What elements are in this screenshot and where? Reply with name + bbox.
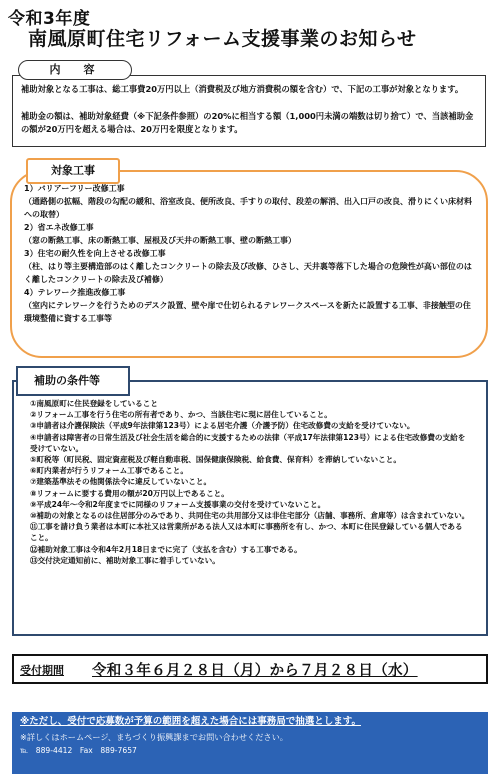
condition-item: ⑦建築基準法その他関係法令に違反していないこと。: [30, 477, 212, 487]
notice-inquiry: ※詳しくはホームページ、まちづくり振興課までお問い合わせください。: [20, 732, 288, 742]
condition-item: ①南風原町に住民登録をしていること: [30, 399, 158, 408]
notice-box: [12, 712, 488, 774]
target-item-heading: 2）省エネ改修工事: [24, 223, 94, 232]
notice-contact: ℡ 889-4412 Fax 889-7657: [20, 746, 137, 755]
condition-item: ⑤町税等（町民税、固定資産税及び軽自動車税、国保健康保険税、給食費、保育料）を滞納していないこと。: [30, 455, 401, 465]
target-item-detail: （窓の断熱工事、床の断熱工事、屋根及び天井の断熱工事、壁の断熱工事）: [24, 236, 296, 245]
condition-item: ④申請者は障害者の日常生活及び社会生活を総合的に支援するための法律（平成17年法律第123号）による住宅改修費の支給を受けていない。: [30, 432, 466, 453]
condition-item: ⑫補助対象工事は令和4年2月18日までに完了（支払を含む）する工事である。: [30, 544, 302, 554]
conditions-list: [30, 398, 470, 566]
condition-item: ⑥町内業者が行うリフォーム工事であること。: [30, 466, 188, 476]
reception-label: 受付期間: [20, 664, 64, 677]
condition-item: ⑩補助の対象となるのは住居部分のみであり、共同住宅の共用部分又は非住宅部分（店舗、事務所、倉庫等）は含まれていない。: [30, 511, 470, 521]
target-item-detail: （通路側の拡幅、階段の勾配の緩和、浴室改良、便所改良、手すりの取付、段差の解消、出入口戸の改良、滑りにくい床材料への取替）: [24, 197, 472, 219]
page-title: 南風原町住宅リフォーム支援事業のお知らせ: [28, 28, 417, 50]
condition-item: ②リフォーム工事を行う住宅の所有者であり、かつ、当該住宅に現に居住していること。: [30, 410, 332, 420]
content-box: [12, 75, 486, 147]
notice-lottery: ※ただし、受付で応募数が予算の範囲を超えた場合には事務局で抽選とします。: [20, 716, 361, 727]
target-item-heading: 1）バリアーフリー改修工事: [24, 184, 125, 193]
target-list: [24, 182, 474, 325]
condition-item: ⑬交付決定通知前に、補助対象工事に着手していない。: [30, 555, 220, 565]
content-label: 内 容: [18, 60, 132, 80]
reception-period-box: [12, 654, 488, 684]
target-item-detail: （室内にテレワークを行うためのデスク設置、壁や扉で仕切られるテレワークスペースを新たに設置する工事、非接触型の住環境整備に資する工事等: [24, 301, 471, 323]
reception-dates: 令和３年６月２８日（月）から７月２８日（水）: [92, 663, 418, 679]
target-item-detail: （柱、はり等主要構造部のはく離したコンクリートの除去及び改修、ひさし、天井裏等落下した場合の危険性が高い部位のはく離したコンクリートの除去及び補修）: [24, 262, 472, 284]
content-paragraph-2: 補助金の額は、補助対象経費（※下記条件参照）の20%に相当する額（1,000円未満の端数は切り捨て）で、当該補助金の額が20万円を超える場合は、20万円を限度となります。: [21, 111, 474, 134]
conditions-label: 補助の条件等: [16, 366, 130, 396]
condition-item: ⑪工事を請け負う業者は本町に本社又は営業所がある法人又は本町に事務所を有し、かつ、本町に住民登録している個人であること。: [30, 522, 463, 543]
title-line1: 令和3年度: [8, 9, 91, 29]
condition-item: ⑧リフォームに要する費用の額が20万円以上であること。: [30, 488, 229, 498]
condition-item: ⑨平成24年～令和2年度までに同様のリフォーム支援事業の交付を受けていないこと。: [30, 499, 326, 509]
target-item-heading: 4）テレワーク推進改修工事: [24, 288, 126, 297]
content-paragraph-1: 補助対象となる工事は、総工事費20万円以上（消費税及び地方消費税の額を含む）で、下記の工事が対象となります。: [21, 84, 464, 94]
target-item-heading: 3）住宅の耐久性を向上させる改修工事: [24, 249, 166, 258]
condition-item: ③申請者は介護保険法（平成9年法律第123号）による居宅介護（介護予防）住宅改修費の支給を受けていない。: [30, 421, 415, 431]
target-label: 対象工事: [26, 158, 120, 184]
